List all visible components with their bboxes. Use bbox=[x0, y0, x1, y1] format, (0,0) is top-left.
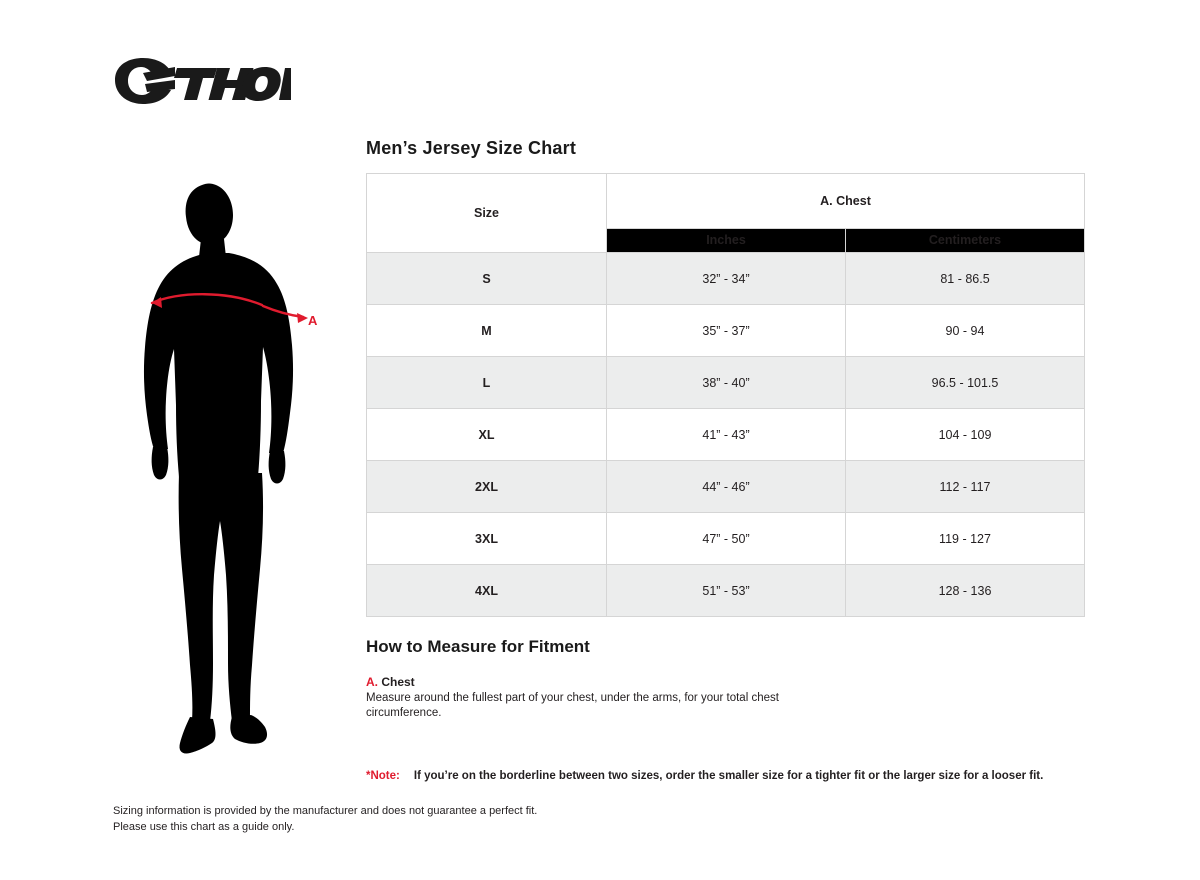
table-row bbox=[367, 513, 1085, 565]
note-text: If you’re on the borderline between two sizes, order the smaller size for a tighter fit or the larger size for a looser fit. bbox=[413, 770, 1044, 782]
header-chest-group: A. Chest bbox=[607, 174, 1085, 229]
table-row bbox=[367, 409, 1085, 461]
body-figure-illustration bbox=[120, 165, 350, 765]
cell-centimeters: 90 - 94 bbox=[846, 305, 1085, 357]
howto-item-name: Chest bbox=[378, 675, 415, 689]
howto-item-letter: A. bbox=[366, 675, 378, 689]
header-inches: Inches bbox=[607, 228, 846, 252]
howto-item-body: Measure around the fullest part of your chest, under the arms, for your total chest circumference. bbox=[366, 692, 779, 719]
size-chart-table bbox=[366, 173, 1085, 617]
header-size: Size bbox=[367, 174, 607, 253]
cell-size: 3XL bbox=[367, 513, 607, 565]
cell-size: M bbox=[367, 305, 607, 357]
brand-logo bbox=[113, 56, 293, 106]
cell-inches: 35” - 37” bbox=[607, 305, 846, 357]
cell-centimeters: 104 - 109 bbox=[846, 409, 1085, 461]
cell-size: L bbox=[367, 357, 607, 409]
cell-centimeters: 81 - 86.5 bbox=[846, 253, 1085, 305]
howto-title: How to Measure for Fitment bbox=[366, 637, 590, 656]
thor-logo-icon bbox=[113, 56, 293, 106]
table-row bbox=[367, 253, 1085, 305]
cell-size: XL bbox=[367, 409, 607, 461]
cell-inches: 47” - 50” bbox=[607, 513, 846, 565]
cell-inches: 41” - 43” bbox=[607, 409, 846, 461]
table-header-row bbox=[367, 174, 1085, 229]
page-title: Men’s Jersey Size Chart bbox=[366, 138, 577, 158]
male-silhouette-icon bbox=[120, 165, 350, 765]
chest-measure-label: A bbox=[308, 313, 318, 328]
table-row bbox=[367, 357, 1085, 409]
cell-size: 4XL bbox=[367, 565, 607, 617]
disclaimer-line-1: Sizing information is provided by the manufacturer and does not guarantee a perfect fit. bbox=[113, 805, 538, 817]
table-row bbox=[367, 305, 1085, 357]
howto-item-heading bbox=[366, 675, 415, 689]
cell-size: S bbox=[367, 253, 607, 305]
table-row bbox=[367, 461, 1085, 513]
cell-centimeters: 112 - 117 bbox=[846, 461, 1085, 513]
disclaimer bbox=[113, 803, 733, 835]
note-line bbox=[366, 770, 1066, 782]
cell-inches: 44” - 46” bbox=[607, 461, 846, 513]
cell-centimeters: 96.5 - 101.5 bbox=[846, 357, 1085, 409]
table-row bbox=[367, 565, 1085, 617]
cell-centimeters: 128 - 136 bbox=[846, 565, 1085, 617]
disclaimer-line-2: Please use this chart as a guide only. bbox=[113, 821, 295, 833]
cell-inches: 51” - 53” bbox=[607, 565, 846, 617]
header-centimeters: Centimeters bbox=[846, 228, 1085, 252]
cell-size: 2XL bbox=[367, 461, 607, 513]
note-key: *Note: bbox=[366, 770, 400, 782]
cell-inches: 32” - 34” bbox=[607, 253, 846, 305]
cell-inches: 38” - 40” bbox=[607, 357, 846, 409]
cell-centimeters: 119 - 127 bbox=[846, 513, 1085, 565]
